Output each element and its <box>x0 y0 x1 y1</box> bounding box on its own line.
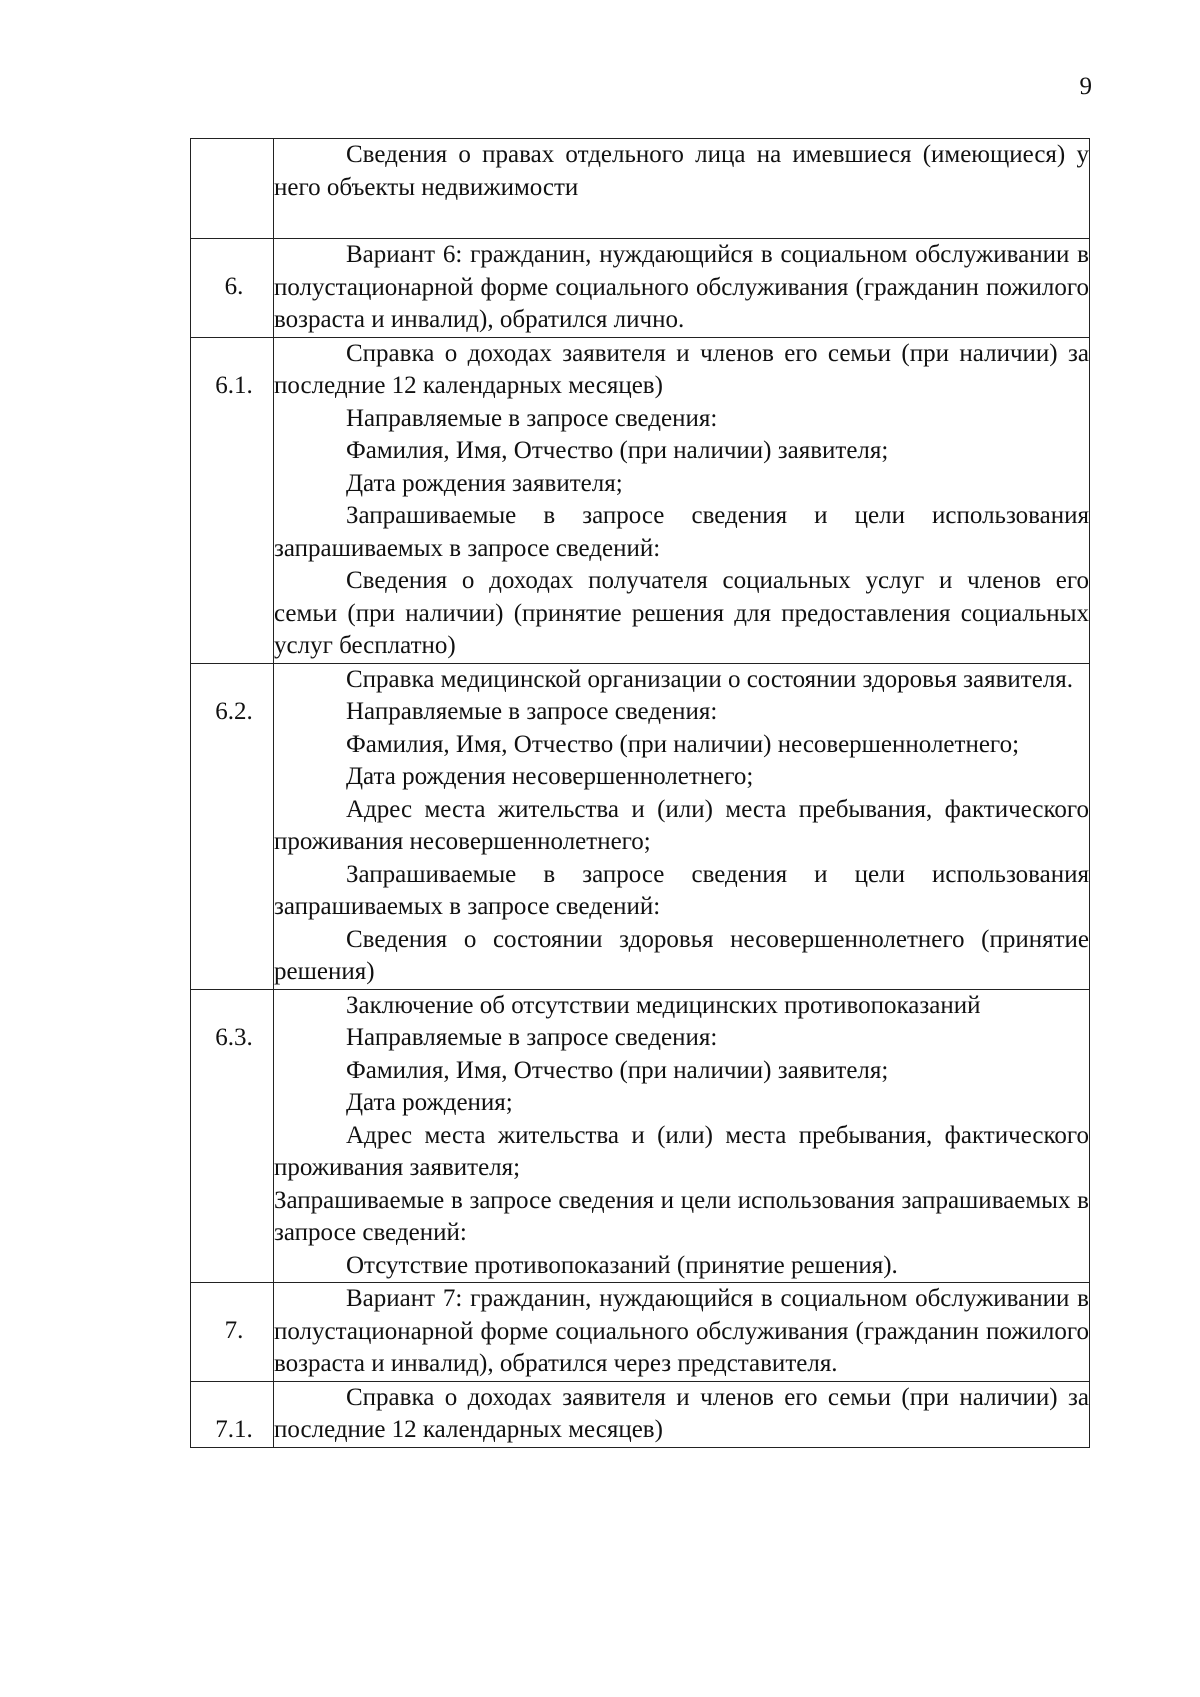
row-number-cell <box>191 663 274 989</box>
table-row <box>191 1381 1090 1447</box>
row-number-cell <box>191 1283 274 1382</box>
row-number-cell <box>191 239 274 338</box>
row-text-cell <box>274 663 1090 989</box>
row-paragraph: Дата рождения несовершеннолетнего; <box>346 763 754 790</box>
row-paragraph: Сведения о состоянии здоровья несовершеннолетнего (принятие решения) <box>274 925 1089 985</box>
row-text-cell <box>274 1283 1090 1382</box>
row-paragraph: Направляемые в запросе сведения: <box>346 1024 718 1051</box>
row-number: 6.2. <box>215 697 253 725</box>
row-number-cell <box>191 1381 274 1447</box>
row-paragraph: Справка медицинской организации о состоянии здоровья заявителя. <box>346 665 1074 693</box>
services-table <box>190 138 1090 1448</box>
row-text-cell <box>274 239 1090 338</box>
row-text-cell <box>274 1381 1090 1447</box>
row-paragraph: Отсутствие противопоказаний (принятие решения). <box>346 1251 898 1279</box>
row-paragraph: Фамилия, Имя, Отчество (при наличии) заявителя; <box>346 1056 889 1084</box>
table-row <box>191 337 1090 663</box>
row-paragraph: Сведения о доходах получателя социальных услуг и членов его семьи (при наличии) (принятие решения для предоставления социальных услуг бесплатно) <box>274 567 1089 659</box>
row-paragraph: Дата рождения заявителя; <box>346 469 623 497</box>
table-row <box>191 239 1090 338</box>
row-paragraph: Направляемые в запросе сведения: <box>346 404 718 432</box>
row-paragraph: Справка о доходах заявителя и членов его семьи (при наличии) за последние 12 календарных месяцев) <box>274 339 1089 399</box>
row-number-cell <box>191 989 274 1283</box>
row-paragraph: Справка о доходах заявителя и членов его семьи (при наличии) за последние 12 календарных месяцев) <box>274 1383 1089 1443</box>
table-row <box>191 139 1090 239</box>
row-paragraph: Фамилия, Имя, Отчество (при наличии) заявителя; <box>346 437 889 464</box>
row-paragraph: Фамилия, Имя, Отчество (при наличии) несовершеннолетнего; <box>346 730 1020 758</box>
row-paragraph: Заключение об отсутствии медицинских противопоказаний <box>346 991 981 1019</box>
row-number: 7.1. <box>215 1415 253 1443</box>
row-paragraph: Запрашиваемые в запросе сведения и цели использования запрашиваемых в запросе сведений: <box>274 860 1089 920</box>
table-row <box>191 989 1090 1283</box>
row-text-cell <box>274 337 1090 663</box>
row-text-cell <box>274 139 1090 239</box>
row-paragraph: Запрашиваемые в запросе сведения и цели использования запрашиваемых в запросе сведений: <box>274 1186 1089 1246</box>
row-text-cell <box>274 989 1090 1283</box>
table-row <box>191 1283 1090 1382</box>
table-row <box>191 663 1090 989</box>
row-paragraph: Адрес места жительства и (или) места пребывания, фактического проживания несовершеннолетнего; <box>274 795 1089 855</box>
row-paragraph: Вариант 7: гражданин, нуждающийся в социальном обслуживании в полустационарной форме социального обслуживания (гражданин пожилого возраста и инвалид), обратился через представителя. <box>274 1285 1089 1377</box>
row-paragraph: Сведения о правах отдельного лица на имевшиеся (имеющиеся) у него объекты недвижимости <box>274 141 1089 201</box>
row-number-cell <box>191 337 274 663</box>
row-paragraph: Дата рождения; <box>346 1089 513 1116</box>
row-number: 6.1. <box>215 371 253 399</box>
row-number-cell <box>191 139 274 239</box>
row-paragraph: Вариант 6: гражданин, нуждающийся в социальном обслуживании в полустационарной форме социального обслуживания (гражданин пожилого возраста и инвалид), обратился лично. <box>274 241 1089 333</box>
page-number: 9 <box>1079 73 1092 100</box>
row-paragraph: Направляемые в запросе сведения: <box>346 698 718 725</box>
row-number: 7. <box>224 1317 244 1344</box>
row-paragraph: Запрашиваемые в запросе сведения и цели использования запрашиваемых в запросе сведений: <box>274 502 1089 562</box>
row-number: 6.3. <box>215 1023 253 1051</box>
row-paragraph: Адрес места жительства и (или) места пребывания, фактического проживания заявителя; <box>274 1121 1089 1181</box>
row-number: 6. <box>224 273 244 300</box>
